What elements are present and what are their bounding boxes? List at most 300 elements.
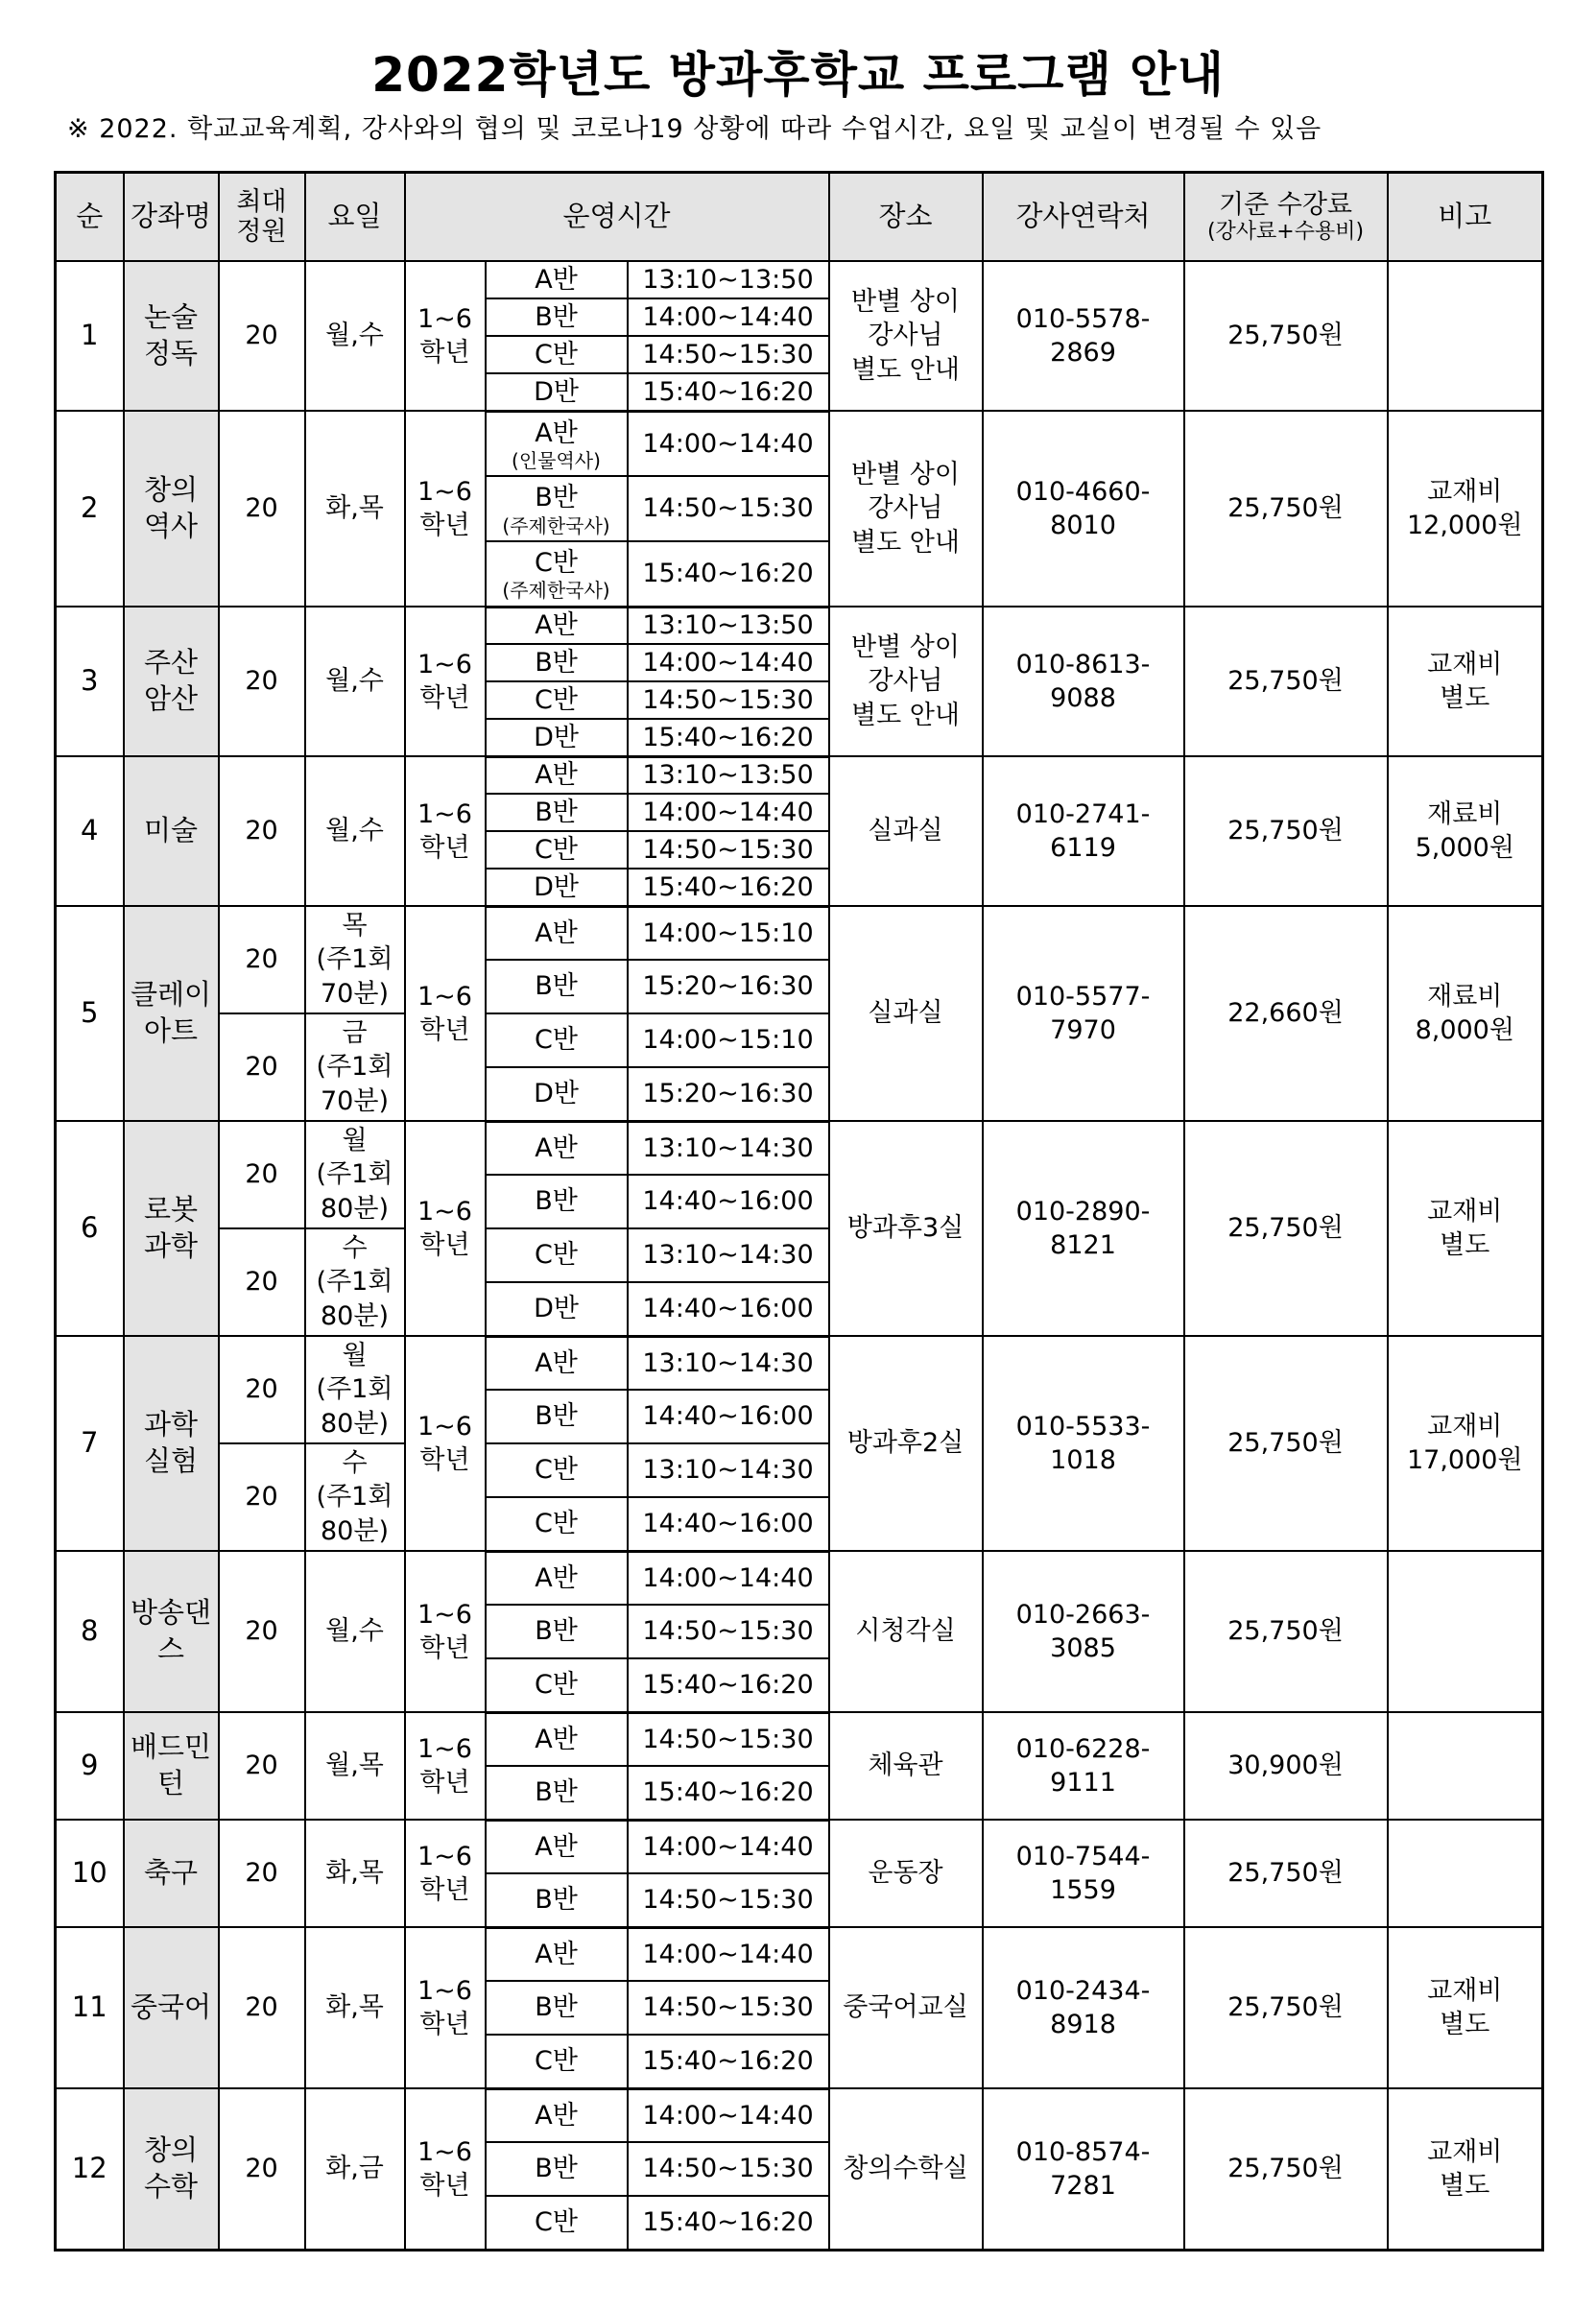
grade-range [405,411,486,607]
place-line: 중국어교실 [843,1992,968,2023]
class-time: 13:10~13:50 [628,261,829,298]
class-name [486,719,628,756]
class-name [486,1121,628,1175]
class-label: C반 [535,1670,578,1701]
program-name [124,411,219,607]
table-row [56,906,1543,960]
grade-range [405,2088,486,2250]
program-number: 5 [56,906,124,1121]
program-number: 12 [56,2088,124,2250]
days: 월,수 [305,261,405,411]
days: 월,수 [305,607,405,756]
program-name [124,756,219,906]
day-line: (주1회 [316,1374,393,1405]
table-row [56,261,1543,298]
class-name [486,1551,628,1605]
place [829,607,983,756]
class-name [486,644,628,681]
days [305,1121,405,1228]
days [305,1443,405,1551]
capacity: 20 [219,1551,305,1712]
note-line: 교재비 [1427,1196,1503,1227]
class-name [486,756,628,794]
note-line: 별도 [1440,1230,1490,1260]
instructor-contact: 010-2741-6119 [983,756,1184,906]
grade-line: 1~6 [417,2136,472,2167]
class-time: 14:50~15:30 [628,336,829,373]
class-time: 14:50~15:30 [628,681,829,719]
grade-range [405,261,486,411]
header-row [56,173,1543,262]
class-name [486,1282,628,1336]
class-time: 15:40~16:20 [628,1766,829,1820]
class-name [486,476,628,541]
capacity: 20 [219,1013,305,1121]
class-name [486,541,628,607]
header-name: 강좌명 [124,173,219,262]
table-row [56,411,1543,476]
capacity: 20 [219,1121,305,1228]
class-name [486,411,628,476]
table-row [56,1336,1543,1390]
days: 화,금 [305,2088,405,2250]
capacity: 20 [219,756,305,906]
day-line: 80분) [321,1408,389,1439]
program-name-line: 방송댄스 [130,1596,212,1665]
program-number: 10 [56,1820,124,1927]
class-name [486,2196,628,2250]
place-line: 강사님 [868,321,943,351]
class-label: B반 [535,2154,578,2184]
program-name [124,2088,219,2250]
class-name [486,373,628,411]
capacity: 20 [219,1820,305,1927]
class-time: 14:50~15:30 [628,1981,829,2035]
class-time: 14:40~16:00 [628,1175,829,1228]
class-name [486,1927,628,1981]
table-row [56,2088,1543,2142]
place-line: 별도 안내 [851,354,960,385]
note-line: 17,000원 [1406,1445,1523,1475]
grade-line: 학년 [419,2010,470,2039]
table-row [56,1927,1543,1981]
class-label: D반 [534,1079,579,1109]
class-name [486,2035,628,2088]
note [1388,1712,1543,1820]
class-time: 14:50~15:30 [628,1605,829,1658]
class-name [486,1820,628,1873]
class-label: A반 [535,1132,578,1163]
grade-line: 1~6 [417,1975,472,2006]
grade-line: 학년 [419,683,470,713]
class-label: A반 [535,1939,578,1969]
grade-line: 1~6 [417,798,472,829]
program-name-line: 논술 [143,300,199,334]
grade-range [405,1551,486,1712]
class-name [486,960,628,1013]
day-line: (주1회 [316,1482,393,1513]
day-line: 80분) [321,1300,389,1331]
class-name [486,261,628,298]
place [829,1820,983,1927]
program-name-line: 정독 [143,337,199,369]
place-line: 반별 상이 [851,287,960,318]
day-line: 월 [342,1341,368,1371]
capacity: 20 [219,2088,305,2250]
grade-line: 1~6 [417,303,472,334]
day-line: 70분) [321,1085,389,1116]
instructor-contact: 010-8574-7281 [983,2088,1184,2250]
class-time: 15:40~16:20 [628,2035,829,2088]
fee: 25,750원 [1184,607,1388,756]
note [1388,1820,1543,1927]
class-time: 14:40~16:00 [628,1390,829,1443]
class-name [486,1443,628,1497]
class-subtitle: (인물역사) [512,448,601,472]
grade-line: 학년 [419,1875,470,1905]
class-time: 14:00~15:10 [628,906,829,960]
table-row [56,1551,1543,1605]
class-name [486,1175,628,1228]
note-line: 교재비 [1427,1975,1503,2006]
capacity: 20 [219,1927,305,2088]
fee: 22,660원 [1184,906,1388,1121]
grade-line: 학년 [419,1445,470,1475]
class-label: C반 [535,2207,578,2238]
notice-text: ※ 2022. 학교교육계획, 강사와의 협의 및 코로나19 상황에 따라 수업시간, 요일 및 교실이 변경될 수 있음 [67,114,1322,144]
program-name [124,1927,219,2088]
instructor-contact: 010-7544-1559 [983,1820,1184,1927]
place [829,1551,983,1712]
class-label: D반 [534,871,579,902]
class-time: 15:40~16:20 [628,373,829,411]
class-time: 15:40~16:20 [628,869,829,906]
program-number: 11 [56,1927,124,2088]
class-name [486,1013,628,1067]
note-line: 5,000원 [1415,833,1514,863]
class-label: D반 [534,722,579,752]
header-place: 장소 [829,173,983,262]
class-time: 14:50~15:30 [628,1712,829,1766]
note-line: 8,000원 [1415,1015,1514,1045]
table-row [56,756,1543,794]
note-line: 별도 [1440,2170,1490,2201]
class-name [486,2088,628,2142]
class-time: 14:00~14:40 [628,2088,829,2142]
class-label: C반 [535,1025,578,1056]
place-line: 별도 안내 [851,527,960,558]
fee: 25,750원 [1184,261,1388,411]
grade-line: 학년 [419,1015,470,1045]
class-label: A반 [535,2100,578,2131]
class-name [486,1712,628,1766]
class-time: 13:10~14:30 [628,1228,829,1282]
note [1388,1551,1543,1712]
instructor-contact: 010-5533-1018 [983,1336,1184,1551]
class-label: B반 [535,1616,578,1647]
days: 화,목 [305,1927,405,2088]
place [829,411,983,607]
days [305,1336,405,1443]
grade-range [405,1336,486,1551]
grade-line: 학년 [419,1633,470,1663]
place-line: 반별 상이 [851,632,960,663]
program-name-line: 축구 [143,1856,199,1890]
class-name [486,298,628,336]
place-line: 반별 상이 [851,460,960,490]
program-number: 7 [56,1336,124,1551]
grade-line: 학년 [419,511,470,540]
class-label: B반 [535,1186,578,1217]
class-label: A반 [535,1831,578,1862]
program-number: 1 [56,261,124,411]
days: 월,수 [305,756,405,906]
class-label: A반 [535,264,578,295]
fee: 25,750원 [1184,1551,1388,1712]
class-time: 14:00~14:40 [628,1927,829,1981]
place-line: 창의수학실 [843,2154,968,2184]
note-line: 별도 [1440,2010,1490,2039]
days [305,1013,405,1121]
instructor-contact: 010-4660-8010 [983,411,1184,607]
class-time: 14:00~15:10 [628,1013,829,1067]
class-label: B반 [535,647,578,678]
header-contact: 강사연락처 [983,173,1184,262]
grade-line: 학년 [419,1768,470,1798]
place [829,906,983,1121]
class-time: 14:00~14:40 [628,1551,829,1605]
instructor-contact: 010-8613-9088 [983,607,1184,756]
program-name-line: 과학 [143,1229,199,1262]
class-name [486,1605,628,1658]
fee: 30,900원 [1184,1712,1388,1820]
class-name [486,1497,628,1551]
class-label: D반 [534,1294,579,1324]
fee: 25,750원 [1184,756,1388,906]
class-time: 13:10~14:30 [628,1443,829,1497]
program-name [124,1712,219,1820]
class-time: 14:50~15:30 [628,831,829,869]
day-line: 금 [342,1018,368,1049]
class-label: C반 [535,548,578,579]
place-line: 시청각실 [855,1616,956,1647]
class-name [486,1067,628,1121]
place-line: 실과실 [868,998,943,1029]
class-time: 14:40~16:00 [628,1282,829,1336]
program-name [124,607,219,756]
class-name [486,1390,628,1443]
fee: 25,750원 [1184,1121,1388,1336]
class-label: B반 [535,1777,578,1808]
days: 월,목 [305,1712,405,1820]
place [829,261,983,411]
note [1388,1121,1543,1336]
capacity: 20 [219,1443,305,1551]
place-line: 별도 안내 [851,700,960,730]
table-row [56,1121,1543,1175]
program-name-line: 로봇 [143,1193,199,1227]
class-time: 13:10~14:30 [628,1336,829,1390]
program-name-line: 중국어 [130,1990,212,2024]
program-name-line: 배드민턴 [130,1730,212,1799]
place-line: 운동장 [868,1858,943,1889]
fee: 25,750원 [1184,1820,1388,1927]
class-subtitle: (주제한국사) [502,513,610,537]
program-name [124,261,219,411]
note [1388,411,1543,607]
class-label: B반 [535,1885,578,1916]
class-label: C반 [535,834,578,865]
class-name [486,906,628,960]
grade-range [405,1820,486,1927]
class-label: C반 [535,1455,578,1486]
class-time: 14:40~16:00 [628,1497,829,1551]
days: 화,목 [305,1820,405,1927]
program-name-line: 클레이 [130,978,212,1012]
class-label: B반 [535,971,578,1002]
table-row [56,1712,1543,1766]
class-label: B반 [535,483,578,513]
schedule-body [56,261,1543,2250]
class-label: A반 [535,610,578,641]
schedule-table [54,171,1544,2251]
class-time: 14:50~15:30 [628,2142,829,2196]
fee: 25,750원 [1184,411,1388,607]
class-label: C반 [535,339,578,369]
note-line: 교재비 [1427,476,1503,507]
class-name [486,831,628,869]
day-line: 80분) [321,1193,389,1224]
class-time: 13:10~13:50 [628,756,829,794]
program-name [124,906,219,1121]
class-label: C반 [535,1509,578,1539]
note-line: 재료비 [1427,981,1503,1012]
grade-line: 학년 [419,338,470,368]
program-name-line: 수학 [143,2169,199,2203]
grade-line: 학년 [419,833,470,863]
header-time: 운영시간 [405,173,829,262]
instructor-contact: 010-2434-8918 [983,1927,1184,2088]
grade-line: 1~6 [417,1196,472,1227]
grade-line: 1~6 [417,981,472,1012]
day-line: 수 [342,1448,368,1479]
grade-line: 1~6 [417,1733,472,1764]
day-line: 수 [342,1233,368,1264]
class-name [486,681,628,719]
header-note: 비고 [1388,173,1543,262]
capacity: 20 [219,1336,305,1443]
header-capacity: 최대 정원 [219,173,305,262]
program-name [124,1336,219,1551]
class-time: 15:40~16:20 [628,719,829,756]
class-name [486,1766,628,1820]
grade-range [405,1712,486,1820]
class-time: 14:50~15:30 [628,1873,829,1927]
class-label: B반 [535,797,578,827]
program-name-line: 실험 [143,1444,199,1477]
class-label: B반 [535,1992,578,2023]
program-name [124,1121,219,1336]
note [1388,2088,1543,2250]
class-label: A반 [535,1562,578,1593]
note-line: 교재비 [1427,1411,1503,1441]
note-line: 교재비 [1427,649,1503,679]
day-line: (주1회 [316,1267,393,1298]
capacity: 20 [219,261,305,411]
fee: 25,750원 [1184,2088,1388,2250]
program-name-line: 주산 [143,646,199,679]
note [1388,906,1543,1121]
class-time: 15:40~16:20 [628,1658,829,1712]
day-line: (주1회 [316,944,393,975]
day-line: 70분) [321,978,389,1009]
grade-line: 1~6 [417,649,472,679]
grade-line: 학년 [419,1230,470,1260]
class-name [486,1873,628,1927]
instructor-contact: 010-6228-9111 [983,1712,1184,1820]
class-label: A반 [535,917,578,948]
note-line: 12,000원 [1406,511,1523,540]
program-number: 3 [56,607,124,756]
program-number: 9 [56,1712,124,1820]
place [829,1712,983,1820]
grade-line: 1~6 [417,1841,472,1871]
class-label: B반 [535,1401,578,1432]
class-time: 14:00~14:40 [628,411,829,476]
grade-line: 1~6 [417,1411,472,1441]
class-name [486,2142,628,2196]
class-time: 14:00~14:40 [628,298,829,336]
class-name [486,869,628,906]
page-title: 2022학년도 방과후학교 프로그램 안내 [371,47,1225,103]
grade-range [405,1927,486,2088]
instructor-contact: 010-2890-8121 [983,1121,1184,1336]
program-name-line: 암산 [143,682,199,715]
capacity: 20 [219,1712,305,1820]
fee: 25,750원 [1184,1336,1388,1551]
class-name [486,607,628,644]
program-number: 2 [56,411,124,607]
day-line: (주1회 [316,1052,393,1083]
class-label: C반 [535,684,578,715]
grade-line: 1~6 [417,476,472,507]
class-time: 13:10~13:50 [628,607,829,644]
note-line: 교재비 [1427,2136,1503,2167]
class-label: A반 [535,417,578,448]
note-line: 재료비 [1427,798,1503,829]
place [829,1336,983,1551]
class-time: 14:00~14:40 [628,794,829,831]
note [1388,607,1543,756]
note [1388,756,1543,906]
class-name [486,794,628,831]
header-day: 요일 [305,173,405,262]
place-line: 방과후2실 [846,1428,965,1459]
class-time: 15:40~16:20 [628,541,829,607]
capacity: 20 [219,1228,305,1336]
grade-range [405,607,486,756]
note [1388,261,1543,411]
program-name-line: 과학 [143,1408,199,1441]
class-name [486,1981,628,2035]
grade-range [405,906,486,1121]
class-name [486,1336,628,1390]
class-name [486,336,628,373]
capacity: 20 [219,411,305,607]
program-number: 8 [56,1551,124,1712]
place-line: 강사님 [868,666,943,697]
class-label: C반 [535,1240,578,1271]
